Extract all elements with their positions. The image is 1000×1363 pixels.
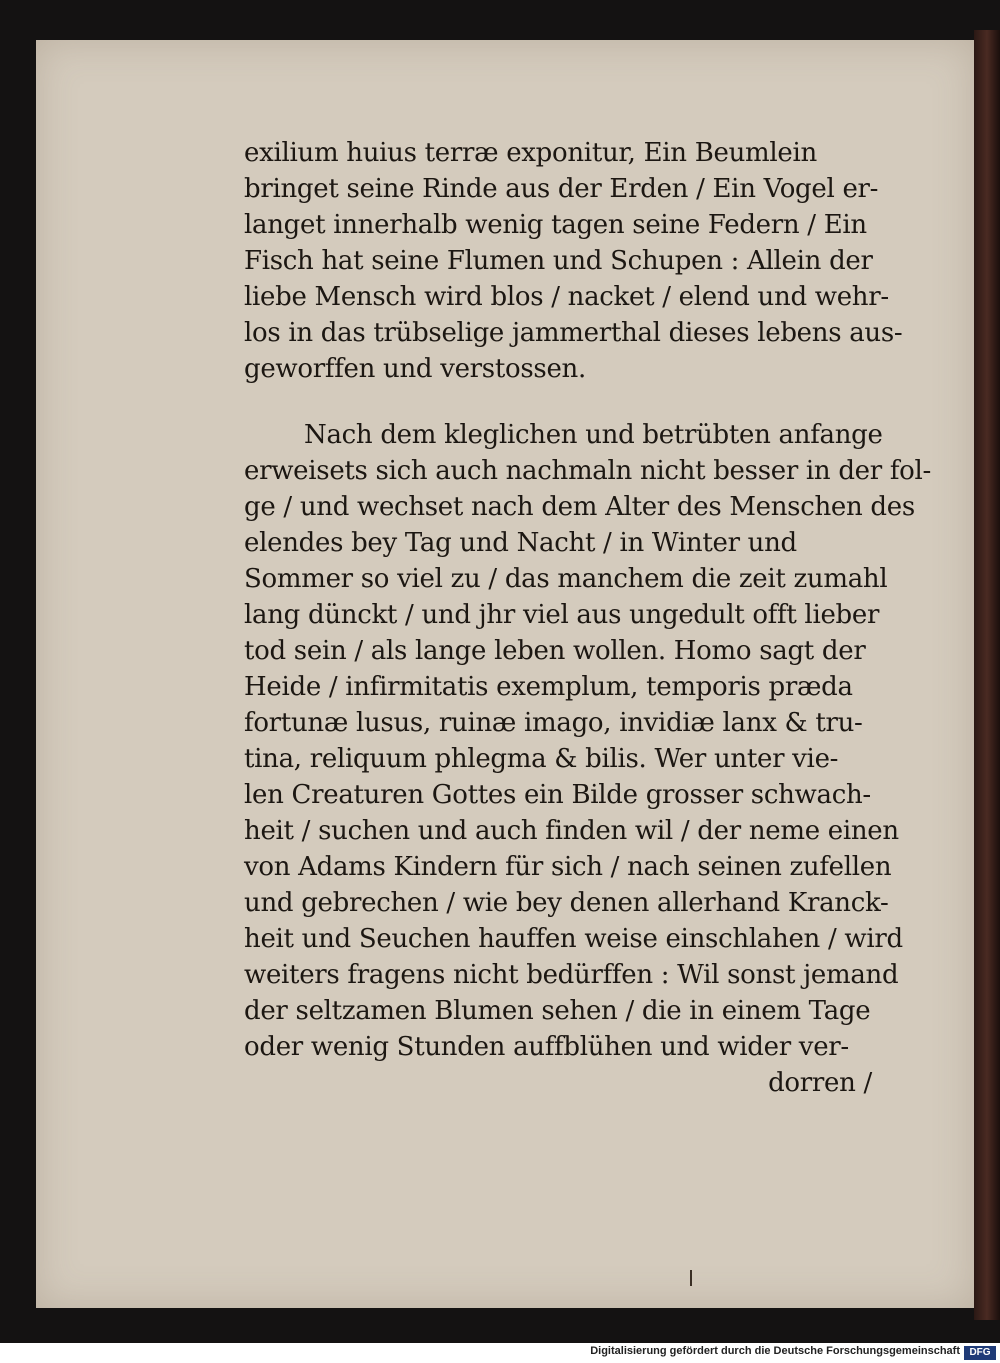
book-spine-edge <box>974 30 1000 1320</box>
text-line: bringet seine Rinde aus der Erden / Ein Vogel er- <box>244 174 879 204</box>
text-line: geworffen und verstossen. <box>244 354 586 384</box>
text-line: und gebrechen / wie bey denen allerhand Kranck- <box>244 888 889 918</box>
footer-bar <box>0 1343 1000 1363</box>
text-line: liebe Mensch wird blos / nacket / elend und wehr- <box>244 282 889 312</box>
text-line: exilium huius terræ exponitur, Ein Beumlein <box>244 138 817 168</box>
text-line: Fisch hat seine Flumen und Schupen : Allein der <box>244 246 873 276</box>
text-line: tina, reliquum phlegma & bilis. Wer unter vie- <box>244 744 839 774</box>
text-line: der seltzamen Blumen sehen / die in einem Tage <box>244 996 871 1026</box>
text-line: fortunæ lusus, ruinæ imago, invidiæ lanx & tru- <box>244 708 863 738</box>
text-line: Sommer so viel zu / das manchem die zeit zumahl <box>244 564 888 594</box>
text-line: erweisets sich auch nachmaln nicht besser in der fol- <box>244 456 932 486</box>
catchword: dorren / <box>768 1068 872 1098</box>
text-line: Nach dem kleglichen und betrübten anfange <box>304 420 883 450</box>
text-line: ge / und wechset nach dem Alter des Menschen des <box>244 492 915 522</box>
text-line: von Adams Kindern für sich / nach seinen zufellen <box>244 852 892 882</box>
text-line: lang dünckt / und jhr viel aus ungedult offt lieber <box>244 600 880 630</box>
text-line: langet innerhalb wenig tagen seine Federn / Ein <box>244 210 867 240</box>
text-line: oder wenig Stunden auffblühen und wider ver- <box>244 1032 849 1062</box>
page-mark <box>690 1270 692 1286</box>
text-line: los in das trübselige jammerthal dieses lebens aus- <box>244 318 903 348</box>
funding-notice: Digitalisierung gefördert durch die Deutsche Forschungsgemeinschaft <box>590 1345 960 1357</box>
text-line: tod sein / als lange leben wollen. Homo sagt der <box>244 636 866 666</box>
text-line: heit und Seuchen hauffen weise einschlahen / wird <box>244 924 903 954</box>
text-line: Heide / infirmitatis exemplum, temporis præda <box>244 672 853 702</box>
text-line: weiters fragens nicht bedürffen : Wil sonst jemand <box>244 960 899 990</box>
dfg-logo: DFG <box>964 1346 996 1360</box>
text-line: len Creaturen Gottes ein Bilde grosser schwach- <box>244 780 871 810</box>
text-line: elendes bey Tag und Nacht / in Winter und <box>244 528 797 558</box>
text-line: heit / suchen und auch finden wil / der neme einen <box>244 816 899 846</box>
